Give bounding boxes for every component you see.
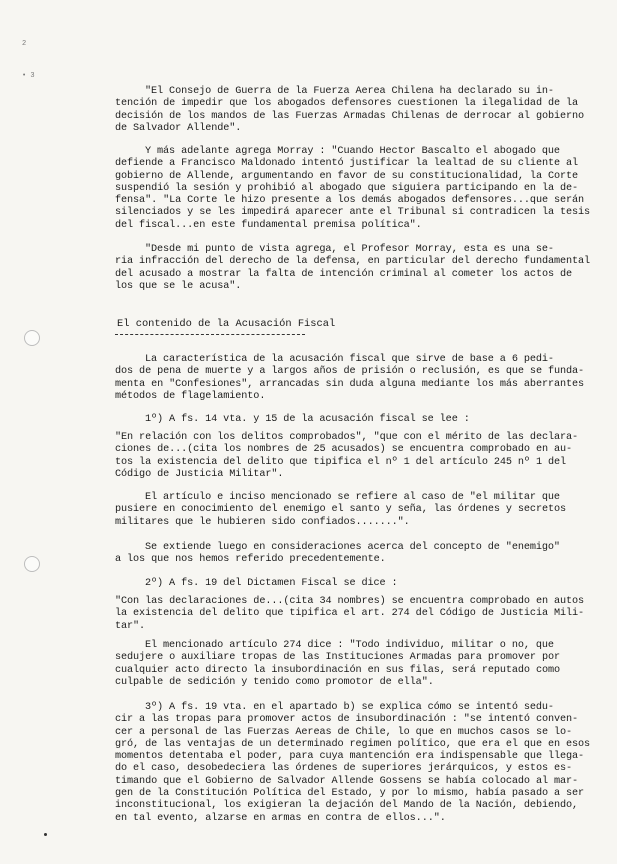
text-line: de Salvador Allende".: [115, 122, 242, 134]
corner-mark: 2: [22, 40, 27, 48]
text-line: pusiere en conocimiento del enemigo el santo y seña, las órdenes y secretos: [115, 504, 567, 516]
paragraph: [0, 640, 617, 689]
text-line: fensa". "La Corte le hizo presente a los demás abogados defensores...que serán: [115, 195, 585, 207]
paragraph: [0, 492, 617, 529]
text-line: momentos detentaba el poder, para cuya mantención era indispensable que llega-: [115, 751, 585, 763]
text-line: defiende a Francisco Maldonado intentó justificar la lealtad de su cliente al: [115, 158, 579, 170]
text-line: dos de pena de muerte y a largos años de prisión o reclusión, es que se funda-: [115, 366, 585, 378]
paragraph: [0, 244, 617, 293]
text-line: los que se le acusa".: [115, 280, 242, 292]
text-line: El artículo e inciso mencionado se refiere al caso de "el militar que: [145, 492, 560, 503]
text-line: cir a las tropas para promover actos de insubordinación : "se intentó conven-: [115, 714, 579, 726]
text-line: 1º) A fs. 14 vta. y 15 de la acusación fiscal se lee :: [145, 414, 470, 425]
paragraph: [0, 354, 617, 403]
text-line: la existencia del delito que tipifica el art. 274 del Código de Justicia Mili-: [115, 608, 585, 620]
paragraph: [0, 596, 617, 633]
text-line: "Desde mi punto de vista agrega, el Profesor Morray, esta es una se-: [145, 244, 554, 255]
text-line: silenciados y se les impedirá aparecer ante el Tribunal si contradicen la tesis: [115, 207, 591, 219]
text-line: gobierno de Allende, argumentando en favor de su constitucionalidad, la Corte: [115, 170, 579, 182]
text-line: militares que le hubieren sido confiados.......".: [115, 516, 410, 528]
text-line: menta en "Confesiones", arrancadas sin duda alguna mediante los más aberrantes: [115, 378, 585, 390]
paragraph: [0, 578, 617, 590]
ink-dot: [44, 833, 47, 836]
text-line: Código de Justicia Militar".: [115, 468, 284, 480]
text-line: 3º) A fs. 19 vta. en el apartado b) se explica cómo se intentó sedu-: [145, 702, 554, 713]
text-line: sedujere o auxiliare tropas de las Instituciones Armadas para promover por: [115, 652, 560, 664]
paragraph: [0, 432, 617, 481]
text-line: tención de impedir que los abogados defensores cuestionen la ilegalidad de la: [115, 98, 579, 110]
paragraph: [0, 86, 617, 135]
text-line: a los que nos hemos referido precedentemente.: [115, 554, 386, 566]
text-line: métodos de flagelamiento.: [115, 390, 266, 402]
text-line: inconstitucional, los exigieran la dejación del Mando de la Nación, debiendo,: [115, 800, 579, 812]
text-line: gró, de las ventajas de un determinado regimen político, que era el que en esos: [115, 738, 591, 750]
text-line: ria infracción del derecho de la defensa, en particular del derecho fundamental: [115, 256, 591, 268]
text-line: timando que el Gobierno de Salvador Allende Gossens se había colocado al mar-: [115, 775, 579, 787]
text-line: tar".: [115, 620, 146, 632]
text-line: cer a personal de las Fuerzas Aereas de Chile, lo que en muchos casos se lo-: [115, 726, 573, 738]
paragraph: [0, 702, 617, 825]
text-line: do el caso, desobedeciera las órdenes de superiores jerárquicos, y estos es-: [115, 763, 573, 775]
heading-underline: [115, 334, 305, 335]
text-line: "Con las declaraciones de...(cita 34 nombres) se encuentra comprobado en autos: [115, 596, 585, 607]
punch-hole: [24, 330, 40, 346]
paragraph: [0, 542, 617, 567]
text-line: del fiscal...en este fundamental premisa política".: [115, 219, 422, 231]
text-line: gen de la Constitución Política del Estado, y por lo mismo, había pasado a ser: [115, 788, 585, 800]
text-line: La característica de la acusación fiscal que sirve de base a 6 pedi-: [145, 354, 554, 365]
text-line: decisión de los mandos de las Fuerzas Armadas Chilenas de derrocar al gobierno: [115, 110, 585, 122]
paragraph: [0, 146, 617, 232]
text-line: Y más adelante agrega Morray : "Cuando Hector Bascalto el abogado que: [145, 146, 560, 157]
text-line: "El Consejo de Guerra de la Fuerza Aerea Chilena ha declarado su in-: [145, 86, 554, 97]
text-line: en tal evento, alzarse en armas en contra de ellos...".: [115, 812, 446, 824]
text-line: culpable de sedición y tenido como promotor de ella".: [115, 676, 434, 688]
text-line: cualquier acto directo la insubordinación en sus filas, será reputado como: [115, 664, 560, 676]
text-line: del acusado a mostrar la falta de intención criminal al cometer los actos de: [115, 268, 573, 280]
text-line: "En relación con los delitos comprobados", "que con el mérito de las declara-: [115, 432, 579, 443]
text-line: suspendió la sesión y prohibió al abogado que siguiera participando en la de-: [115, 182, 579, 194]
text-line: tos la existencia del delito que tipifica el nº 1 del artículo 245 nº 1 del: [115, 456, 567, 468]
text-line: ciones de...(cita los nombres de 25 acusados) se encuentra comprobado en au-: [115, 444, 573, 456]
paragraph: [0, 414, 617, 426]
corner-mark-bullet: • 3: [22, 72, 35, 80]
text-line: 2º) A fs. 19 del Dictamen Fiscal se dice :: [145, 578, 398, 589]
text-line: El mencionado artículo 274 dice : "Todo individuo, militar o no, que: [145, 640, 554, 651]
text-line: Se extiende luego en consideraciones acerca del concepto de "enemigo": [145, 542, 560, 553]
section-heading: El contenido de la Acusación Fiscal: [117, 318, 336, 330]
